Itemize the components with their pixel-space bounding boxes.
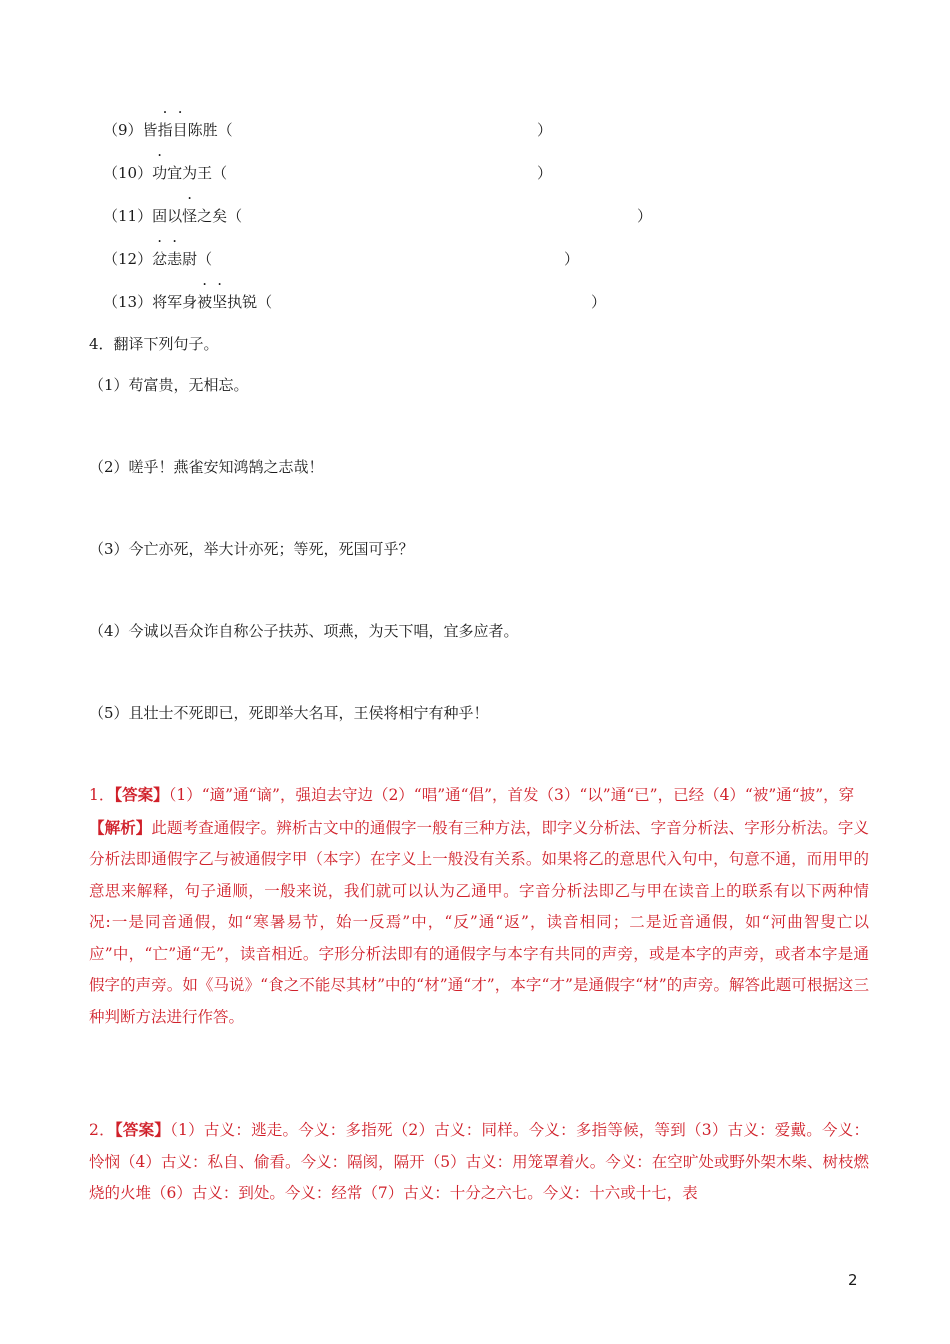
emphasized-text: [197, 293, 227, 311]
emphasized-text: [158, 121, 188, 139]
analysis-text: 此题考查通假字。辨析古文中的通假字一般有三种方法，即字义分析法、字音分析法、字形分析法。字义分析法即通假字乙与被通假字甲（本字）在字义上一般没有关系。如果将乙的意思代入句中，句意不通，而用甲的意思来解释，句子通顺，一般来说，我们就可以认为乙通甲。字音分析法即乙与甲在读音上的联系有以下两种情况:一是同音通假，如“寒暑易节，始一反焉”中，“反”通“返”，读音相同；二是近音通假，如“河曲智叟亡以应”中，“亡”通“无”，读音相近。字形分析法即有的通假字与本字有共同的声旁，或是本字的声旁，或者本字是通假字的声旁。如《马说》“食之不能尽其材”中的“材”通“才”，本字“才”是通假字“材”的声旁。解答此题可根据这三种判断方法进行作答。: [89, 818, 869, 1026]
emphasized-text: 功: [152, 164, 168, 182]
emphasized-char: 忿: [152, 250, 168, 268]
vocab-item-13: （13）将军身被坚执锐（: [103, 293, 273, 311]
emphasized-char: 目: [172, 121, 188, 139]
emphasized-text: [152, 250, 182, 268]
translate-sentence-2: （2）嗟乎！燕雀安知鸿鹄之志哉！: [89, 458, 324, 476]
answer-blank-close: ）: [537, 164, 553, 182]
emphasized-text: 怪: [182, 207, 198, 225]
vocab-item-10: （10）功宜为王（: [103, 164, 228, 182]
answer-blank-close: ）: [537, 121, 553, 139]
question-4-title: 4．翻译下列句子。: [89, 335, 219, 353]
analysis-label: 【解析】: [89, 817, 152, 837]
translate-sentence-5: （5）且壮士不死即已，死即举大名耳，王侯将相宁有种乎！: [89, 704, 489, 722]
answer-2: 2．【答案】（1）古义：逃走。今义：多指死（2）古义：同样。今义：多指等候，等到（3）古义：爱戴。今义：怜悯（4）古义：私自、偷看。今义：隔阂，隔开（5）古义：用笼罩着火。今义：在空旷处或野外架木柴、树枝燃烧的火堆（6）古义：到处。今义：经常（7）古义：十分之六七。今义：十六或十七，表: [89, 1120, 869, 1202]
vocab-item-12: （12）忿恚尉（: [103, 250, 213, 268]
emphasized-char: 坚: [212, 293, 228, 311]
emphasized-char: 被: [197, 293, 213, 311]
vocab-item-11: （11）固以怪之矣（: [103, 207, 243, 225]
answer-blank-close: ）: [591, 293, 607, 311]
page-number: 2: [848, 1271, 858, 1289]
emphasized-char: 恚: [167, 250, 183, 268]
answer-blank-close: ）: [637, 207, 653, 225]
translate-sentence-1: （1）苟富贵，无相忘。: [89, 376, 249, 394]
answer-1: 1．【答案】（1）“適”通“谪”，强迫去守边（2）“唱”通“倡”，首发（3）“以”通“已”，已经（4）“被”通“披”，穿 【解析】此题考查通假字。辨析古文中的通假字一般有三种方法，即字义分析法、字音分析法、字形分析法。字义分析法即通假字乙与被通假字甲（本字）在字义上一般没有关系。如果将乙的意思代入句中，句意不通，而用甲的意思来解释，句子通顺，一般来说，我们就可以认为乙通甲。字音分析法即乙与甲在读音上的联系有以下两种情况:一是同音通假，如“寒暑易节，始一反焉”中，“反”通“返”，读音相同；二是近音通假，如“河曲智叟亡以应”中，“亡”通“无”，读音相近。字形分析法即有的通假字与本字有共同的声旁，或是本字的声旁，或者本字是通假字的声旁。如《马说》“食之不能尽其材”中的“材”通“才”，本字“才”是通假字“材”的声旁。解答此题可根据这三种判断方法进行作答。: [89, 785, 869, 1026]
vocab-item-9: （9）皆指目陈胜（: [103, 121, 233, 139]
emphasized-char: 指: [157, 121, 173, 139]
translate-sentence-3: （3）今亡亦死，举大计亦死；等死，死国可乎？: [89, 540, 414, 558]
translate-sentence-4: （4）今诚以吾众诈自称公子扶苏、项燕，为天下唱，宜多应者。: [89, 622, 519, 640]
answer-blank-close: ）: [564, 250, 580, 268]
